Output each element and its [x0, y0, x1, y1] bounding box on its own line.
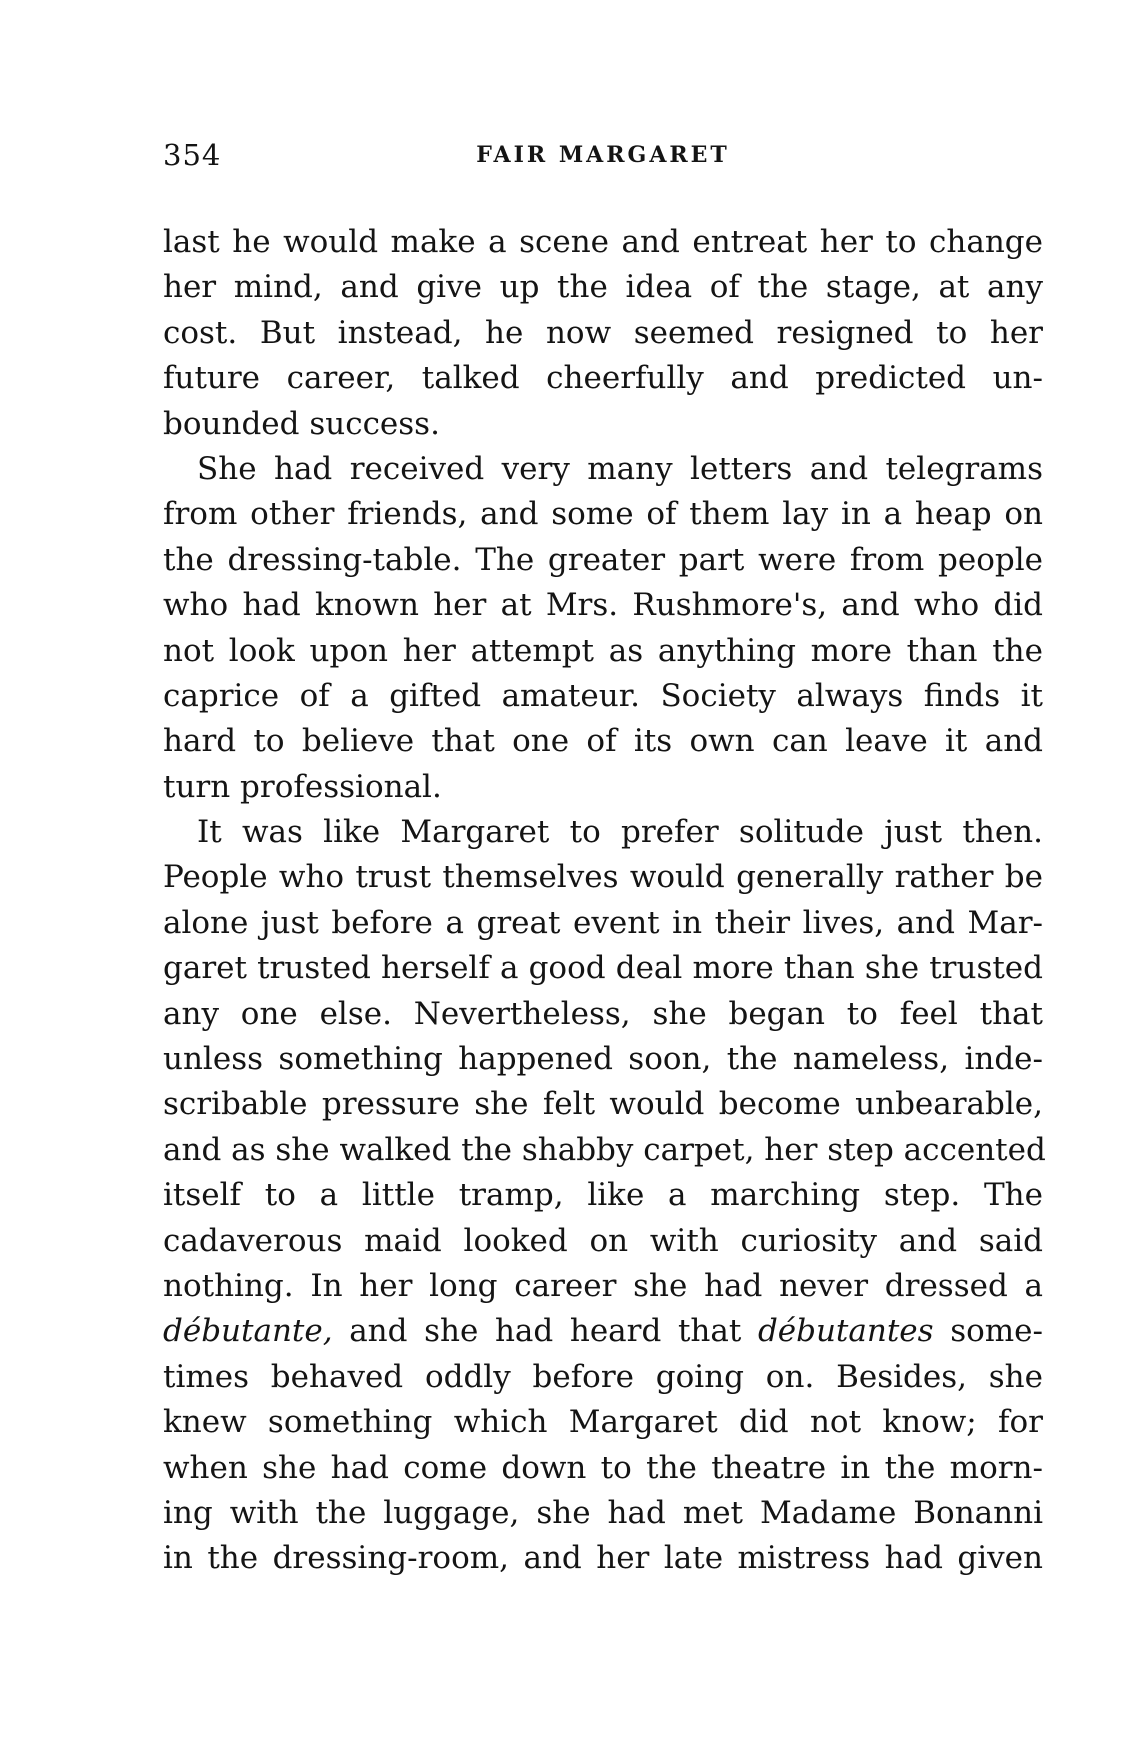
text-line: She had received very many letters and telegrams [197, 450, 1043, 487]
text-line: and as she walked the shabby carpet, her step accented [163, 1131, 1046, 1168]
text-line: caprice of a gifted amateur. Society always finds it [163, 677, 1043, 714]
italic-term: débutante, [163, 1313, 333, 1350]
text-line: ing with the luggage, she had met Madame Bonanni [163, 1494, 1043, 1531]
text-segment: and she had heard that [349, 1313, 742, 1350]
text-line: cost. But instead, he now seemed resigned to her [163, 314, 1043, 351]
running-title: FAIR MARGARET [476, 142, 730, 168]
text-line: any one else. Nevertheless, she began to feel that [163, 995, 1043, 1032]
text-line: It was like Margaret to prefer solitude just then. [197, 814, 1043, 851]
text-line: alone just before a great event in their lives, and Mar- [163, 904, 1043, 941]
italic-term: débutantes [757, 1313, 934, 1350]
text-segment: some- [950, 1313, 1043, 1350]
text-line: garet trusted herself a good deal more than she trusted [163, 950, 1043, 987]
text-line: itself to a little tramp, like a marching step. The [163, 1177, 1043, 1214]
text-line: nothing. In her long career she had never dressed a [163, 1267, 1043, 1304]
text-line-mixed [163, 1309, 1043, 1354]
text-line: her mind, and give up the idea of the stage, at any [163, 269, 1043, 306]
page-number: 354 [163, 138, 222, 172]
body-text [163, 220, 1046, 1582]
text-line: last he would make a scene and entreat her to change [163, 224, 1043, 260]
text-line: hard to believe that one of its own can leave it and [163, 723, 1043, 760]
text-line: not look upon her attempt as anything more than the [163, 632, 1043, 669]
text-line: unless something happened soon, the nameless, inde- [163, 1041, 1043, 1078]
text-line: from other friends, and some of them lay in a heap on [163, 496, 1043, 533]
text-line: in the dressing-room, and her late mistress had given [163, 1540, 1043, 1577]
text-line: turn professional. [163, 768, 442, 805]
text-line: the dressing-table. The greater part were from people [163, 541, 1043, 578]
text-line: scribable pressure she felt would become unbearable, [163, 1086, 1043, 1123]
text-line: future career, talked cheerfully and predicted un- [163, 360, 1043, 397]
text-line: times behaved oddly before going on. Besides, she [163, 1358, 1043, 1395]
page-header [163, 138, 1043, 178]
text-line: bounded success. [163, 405, 440, 442]
text-line: People who trust themselves would generally rather be [163, 859, 1043, 896]
text-line: cadaverous maid looked on with curiosity and said [163, 1222, 1043, 1259]
text-line: when she had come down to the theatre in the morn- [163, 1449, 1043, 1486]
text-line: knew something which Margaret did not know; for [163, 1404, 1043, 1441]
text-line: who had known her at Mrs. Rushmore's, and who did [163, 587, 1043, 624]
